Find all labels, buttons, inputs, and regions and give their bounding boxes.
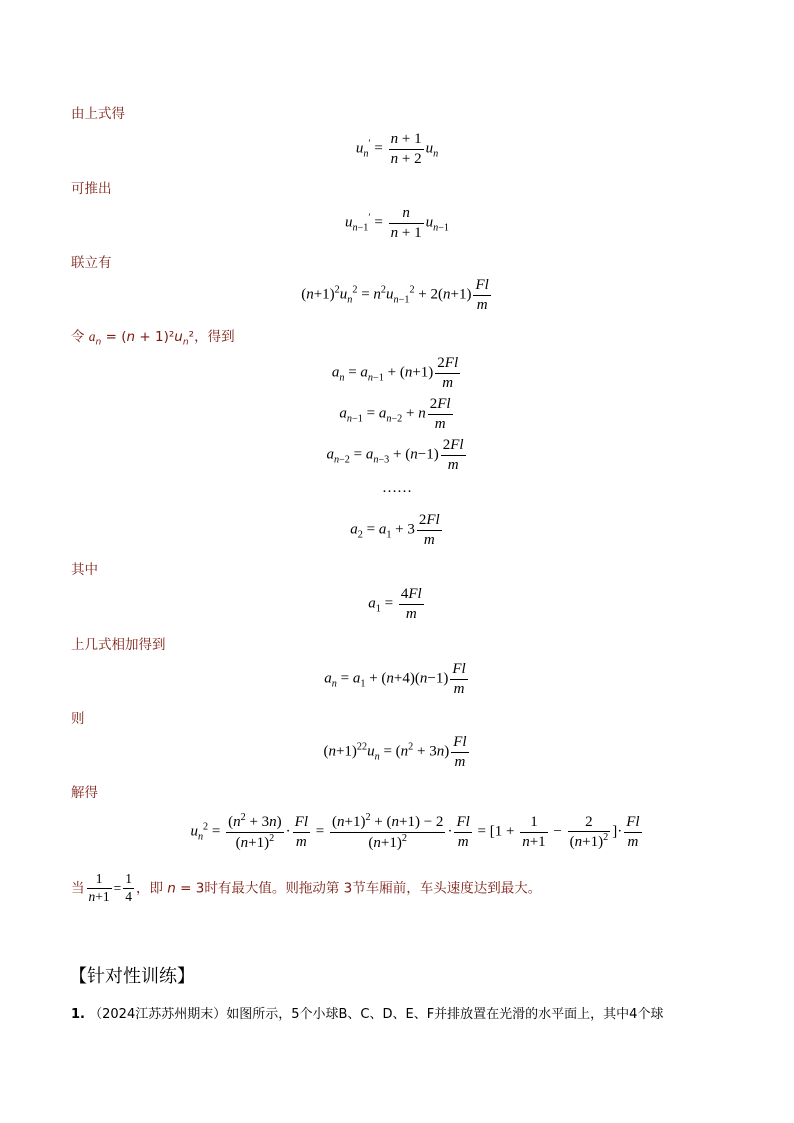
label-let-prefix: 令 — [71, 329, 85, 345]
question-source: （2024江苏苏州期末） — [89, 1007, 227, 1022]
equation-11: $u_n^2$ = $\frac{(n^2 + 3n)}{(n+1)^2}$ · $\frac{Fl}{m}$ = $\frac{(n+1)^2 + (n+1) - 2}{(n+1)^2}$ · $\frac{Fl}{m}$ = [1 + $\frac{1}{n+1}$ − $\frac{2}{(n+1)^2}$ ]· $\frac{Fl}{m}$ — [190, 812, 640, 851]
label-among: 其中 — [71, 562, 98, 578]
equation-4: $a_n = a_{n-1} + (n+1)$ $\frac{2Fl}{m}$ — [331, 355, 459, 391]
equation-2: $u_{n-1}'$ = $\frac{n}{n + 1}$ $u_{n-1}$ — [344, 205, 450, 241]
conclusion-tail: 时有最大值。则拖动第 3节车厢前，车头速度达到最大。 — [204, 880, 542, 897]
equation-9: $a_n = a_1 + (n+4)(n-1)$ $\frac{Fl}{m}$ — [324, 661, 466, 697]
equation-10: $(n+1)^{22}u_n = (n^2 + 3n)$ $\frac{Fl}{m}$ — [323, 734, 467, 770]
label-then: 则 — [71, 711, 85, 727]
question-number: 1. — [71, 1007, 85, 1022]
label-from-above: 由上式得 — [71, 106, 125, 122]
section-title: 【针对性训练】 — [69, 966, 195, 987]
label-let-mid: ，得到 — [194, 329, 235, 345]
label-sum: 上几式相加得到 — [71, 637, 166, 653]
question-text: 如图所示，5个小球B、C、D、E、F并排放置在光滑的水平面上，其中4个球 — [226, 1007, 664, 1022]
equation-6: $a_{n-2} = a_{n-3} + (n-1)$ $\frac{2Fl}{m}$ — [326, 437, 464, 473]
conclusion-when: 当 — [71, 880, 85, 897]
equation-1: $u_n'$ = $\frac{n + 1}{n + 2}$ $u_n$ — [355, 131, 439, 167]
label-can-deduce: 可推出 — [71, 181, 112, 197]
equation-3: $(n+1)^2u_n^2 = n^2u_{n-1}^2 + 2(n+1)$ $\frac{Fl}{m}$ — [301, 277, 489, 313]
equation-5: $a_{n-1} = a_{n-2} + n$ $\frac{2Fl}{m}$ — [339, 396, 451, 432]
equation-8: $a_1$ = $\frac{4Fl}{m}$ — [368, 586, 422, 622]
equation-7: $a_2 = a_1 + 3$ $\frac{2Fl}{m}$ — [350, 512, 440, 548]
label-solve: 解得 — [71, 785, 98, 801]
question-1 — [71, 1003, 663, 1022]
ellipsis: …… — [382, 480, 412, 496]
conclusion-i: ，即 — [136, 880, 163, 897]
label-let: 令 $a_n = (n + 1)^2u_n^2$，得到 — [71, 329, 235, 348]
label-combine: 联立有 — [71, 255, 112, 271]
conclusion-line: 当 $\frac{1}{n+1}$ = $\frac{1}{4}$ ，即 n = 3时有最大值。则拖动第 3节车厢前，车头速度达到最大。 — [71, 871, 542, 904]
